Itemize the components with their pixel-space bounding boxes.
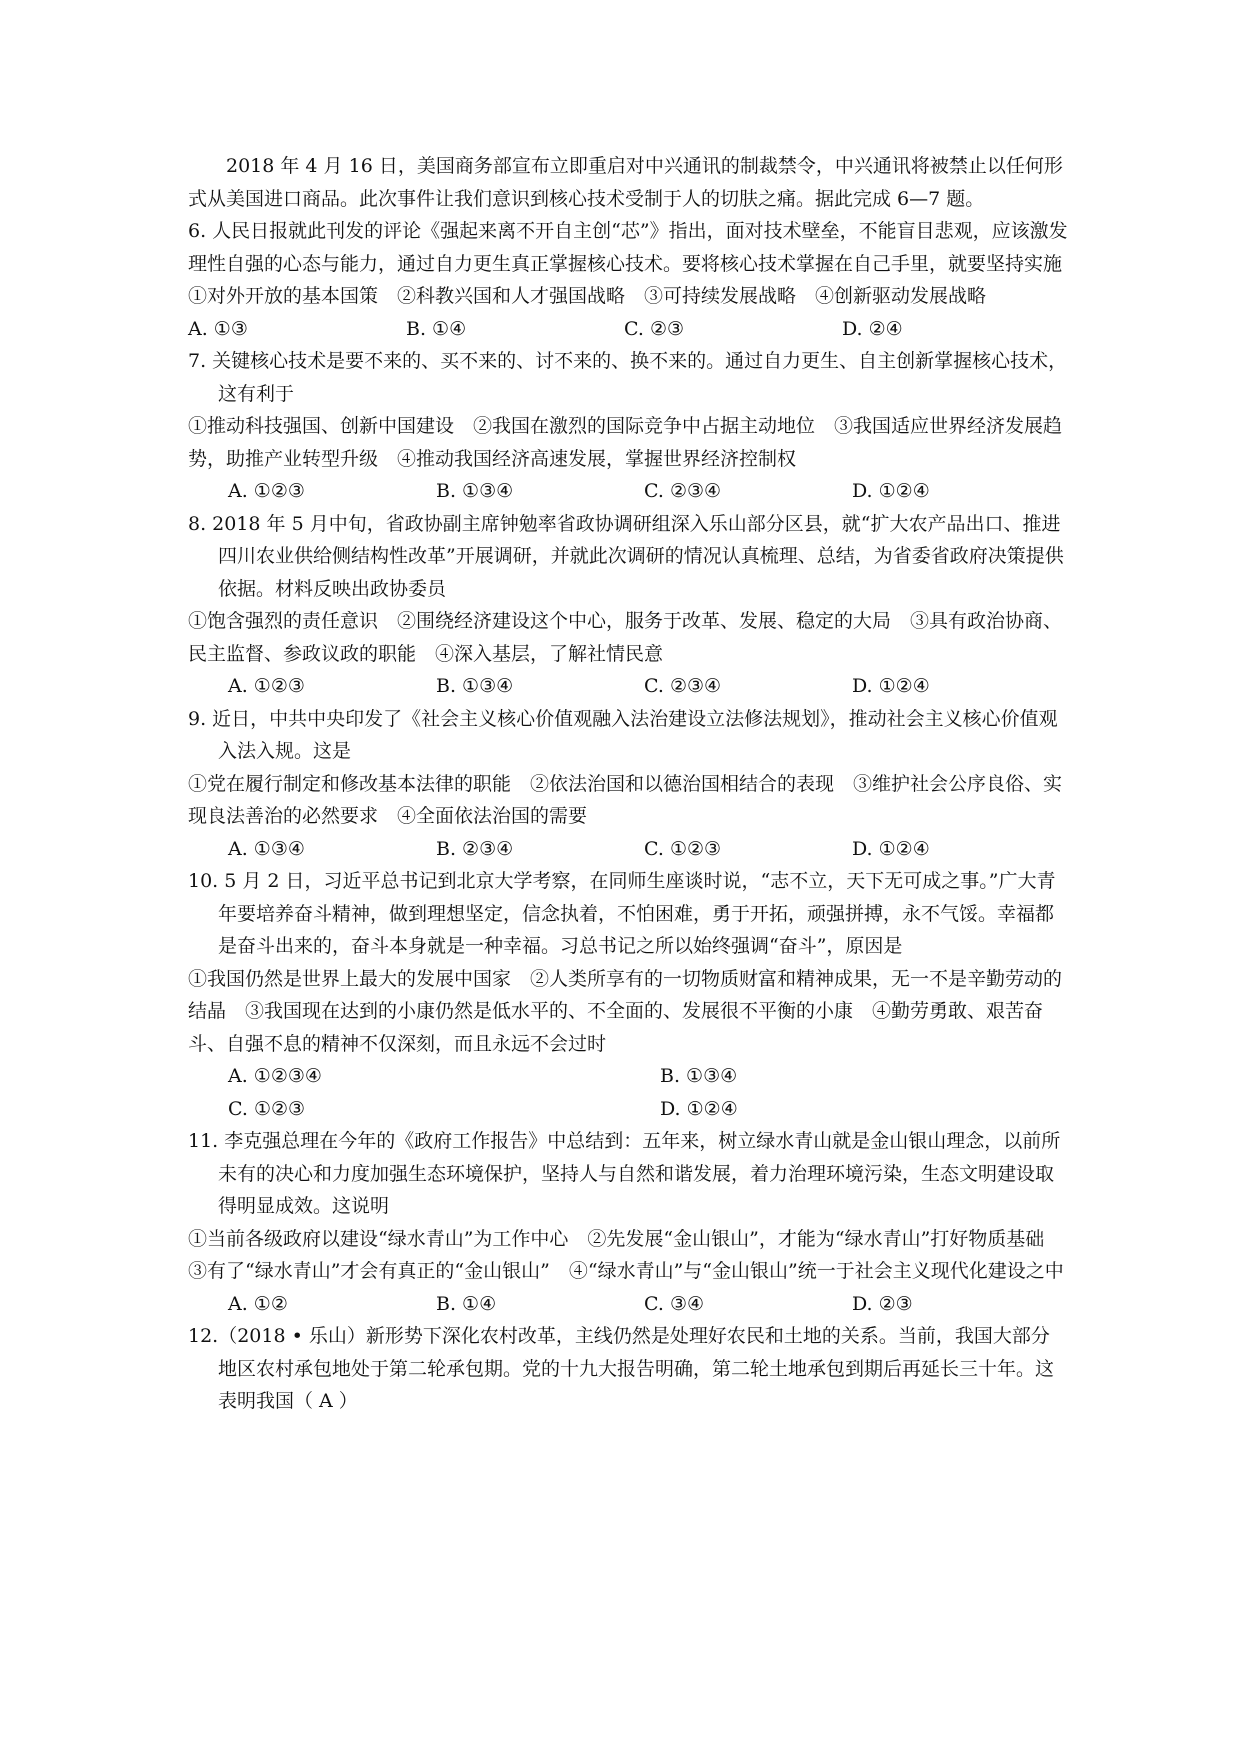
question-10 <box>188 865 1068 1125</box>
question-10-text: 10. 5 月 2 日，习近平总书记到北京大学考察，在同师生座谈时说，“志不立，天下无可成之事。”广大青年要培养奋斗精神，做到理想坚定，信念执着，不怕困难，勇于开拓，顽强拼搏，永不气馁。幸福都是奋斗出来的，奋斗本身就是一种幸福。习总书记之所以始终强调“奋斗”，原因是 <box>188 870 1056 957</box>
question-9-options <box>188 833 1068 866</box>
question-7 <box>188 345 1068 508</box>
question-6-options <box>188 313 1068 346</box>
question-6 <box>188 215 1068 345</box>
question-8 <box>188 508 1068 703</box>
question-11 <box>188 1125 1068 1320</box>
question-12-text: 12.（2018 • 乐山）新形势下深化农村改革，主线仍然是处理好农民和土地的关系。当前，我国大部分地区农村承包地处于第二轮承包期。党的十九大报告明确，第二轮土地承包到期后再延长三十年。这表明我国（ A ） <box>188 1325 1055 1412</box>
question-11-statements: ①当前各级政府以建设“绿水青山”为工作中心 ②先发展“金山银山”，才能为“绿水青山”打好物质基础 ③有了“绿水青山”才会有真正的“金山银山” ④“绿水青山”与“金山银山”统一于社会主义现代化建设之中 <box>188 1227 1064 1282</box>
question-6-statements: ①对外开放的基本国策 ②科教兴国和人才强国战略 ③可持续发展战略 ④创新驱动发展战略 <box>188 285 987 307</box>
question-11-options <box>188 1288 1068 1321</box>
option-c: C. ②③④ <box>644 675 722 697</box>
option-d: D. ①②④ <box>852 675 930 697</box>
option-c: C. ③④ <box>644 1292 705 1315</box>
question-12 <box>188 1320 1068 1418</box>
option-d: D. ②③ <box>852 1292 913 1315</box>
option-d: D. ①②④ <box>852 837 930 860</box>
question-7-text: 7. 关键核心技术是要不来的、买不来的、讨不来的、换不来的。通过自力更生、自主创新掌握核心技术，这有利于 <box>188 350 1068 405</box>
option-a: A. ①③ <box>188 317 248 340</box>
option-d: D. ①②④ <box>660 1097 738 1120</box>
option-b: B. ①③④ <box>436 480 514 502</box>
option-a: A. ①② <box>228 1292 288 1315</box>
question-8-options <box>188 670 1068 703</box>
option-c: C. ①②③ <box>228 1097 306 1120</box>
intro-paragraph: 2018 年 4 月 16 日，美国商务部宣布立即重启对中兴通讯的制裁禁令，中兴通讯将被禁止以任何形式从美国进口商品。此次事件让我们意识到核心技术受制于人的切肤之痛。据此完成 6—7 题。 <box>188 155 1063 210</box>
question-9 <box>188 703 1068 866</box>
option-a: A. ①③④ <box>228 837 305 860</box>
question-6-text: 6. 人民日报就此刊发的评论《强起来离不开自主创“芯”》指出，面对技术壁垒，不能盲目悲观，应该激发理性自强的心态与能力，通过自力更生真正掌握核心技术。要将核心技术掌握在自己手里，就要坚持实施 <box>188 220 1068 275</box>
question-7-options <box>188 475 1068 508</box>
option-c: C. ①②③ <box>644 837 722 860</box>
option-d: D. ①②④ <box>852 480 930 502</box>
option-b: B. ①③④ <box>436 675 514 697</box>
question-10-options <box>188 1060 1068 1125</box>
document-content <box>188 150 1068 1418</box>
question-8-text: 8. 2018 年 5 月中旬，省政协副主席钟勉率省政协调研组深入乐山部分区县，就“扩大农产品出口、推进四川农业供给侧结构性改革”开展调研，并就此次调研的情况认真梳理、总结，为省委省政府决策提供依据。材料反映出政协委员 <box>188 512 1064 600</box>
question-9-statements: ①党在履行制定和修改基本法律的职能 ②依法治国和以德治国相结合的表现 ③维护社会公序良俗、实现良法善治的必然要求 ④全面依法治国的需要 <box>188 772 1063 827</box>
option-c: C. ②③ <box>624 317 685 340</box>
option-b: B. ①③④ <box>660 1065 738 1087</box>
option-b: B. ①④ <box>436 1292 497 1315</box>
option-b: B. ①④ <box>406 317 467 340</box>
question-11-text: 11. 李克强总理在今年的《政府工作报告》中总结到：五年来，树立绿水青山就是金山银山理念，以前所未有的决心和力度加强生态环境保护，坚持人与自然和谐发展，着力治理环境污染，生态文明建设取得明显成效。这说明 <box>188 1130 1061 1217</box>
option-a: A. ①②③ <box>228 675 305 697</box>
question-8-statements: ①饱含强烈的责任意识 ②围绕经济建设这个中心，服务于改革、发展、稳定的大局 ③具有政治协商、民主监督、参政议政的职能 ④深入基层，了解社情民意 <box>188 610 1063 665</box>
question-10-statements: ①我国仍然是世界上最大的发展中国家 ②人类所享有的一切物质财富和精神成果，无一不是辛勤劳动的结晶 ③我国现在达到的小康仍然是低水平的、不全面的、发展很不平衡的小康 ④勤劳勇敢、艰苦奋斗、自强不息的精神不仅深刻，而且永远不会过时 <box>188 967 1063 1055</box>
option-a: A. ①②③ <box>228 480 305 502</box>
option-a: A. ①②③④ <box>228 1065 322 1087</box>
question-7-statements: ①推动科技强国、创新中国建设 ②我国在激烈的国际竞争中占据主动地位 ③我国适应世界经济发展趋势，助推产业转型升级 ④推动我国经济高速发展，掌握世界经济控制权 <box>188 415 1063 470</box>
option-b: B. ②③④ <box>436 837 514 860</box>
option-c: C. ②③④ <box>644 480 722 502</box>
option-d: D. ②④ <box>842 317 903 340</box>
question-9-text: 9. 近日，中共中央印发了《社会主义核心价值观融入法治建设立法修法规划》，推动社会主义核心价值观入法入规。这是 <box>188 707 1058 762</box>
